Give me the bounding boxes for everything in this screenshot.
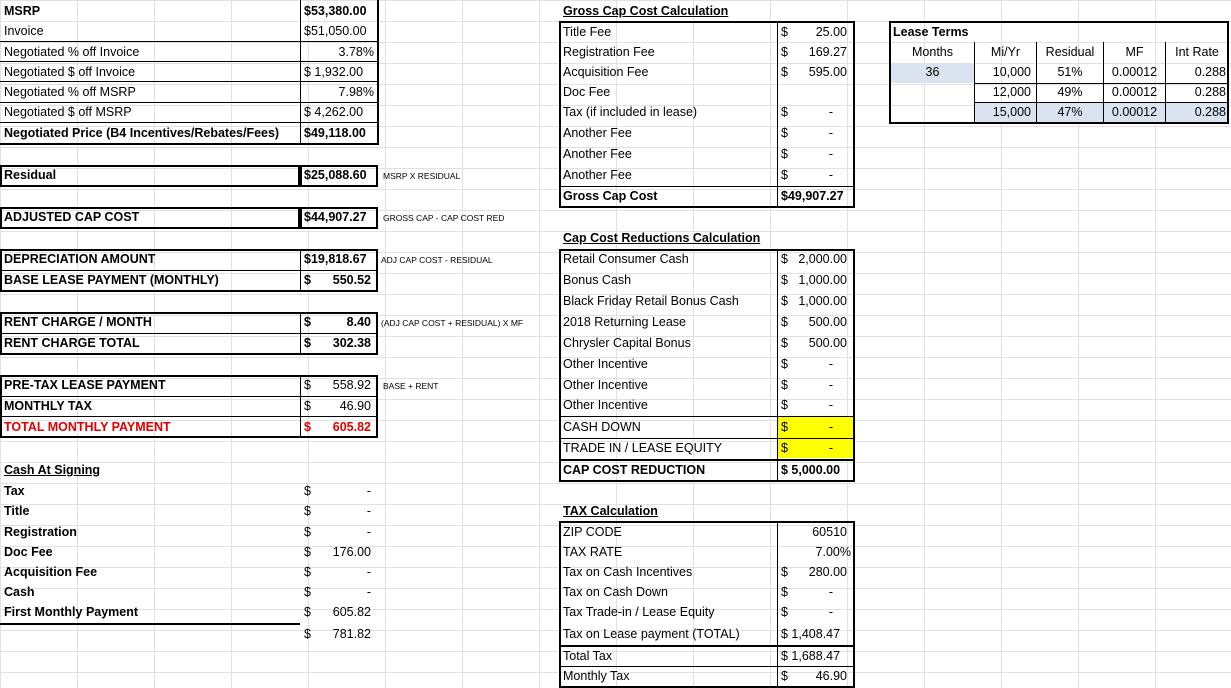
term-mf[interactable]: 0.00012 (1111, 105, 1158, 119)
cash-signing-row-value[interactable]: 605.82 (332, 605, 371, 619)
tax-rate-value[interactable]: 7.00% (815, 545, 851, 559)
gross-cap-row-label: Title Fee (563, 25, 612, 39)
pretax-dollar: $ (304, 378, 311, 392)
tax-row-label: Tax on Cash Down (563, 585, 668, 599)
monthly-tax-label: MONTHLY TAX (4, 399, 92, 413)
cap-red-row-value[interactable]: - (828, 398, 833, 412)
gross-cap-row-value[interactable]: 25.00 (815, 25, 847, 39)
tax-row-dollar: $ (781, 585, 788, 599)
neg-amt-msrp-value[interactable]: $ 4,262.00 (304, 105, 364, 119)
total-tax-value[interactable]: $ 1,688.47 (781, 649, 841, 663)
cap-red-row-value[interactable]: 500.00 (808, 315, 847, 329)
total-tax-label: Total Tax (563, 649, 613, 663)
cap-red-row-value[interactable]: 1,000.00 (798, 294, 847, 308)
header-residual: Residual (1045, 45, 1095, 59)
lease-terms-title: Lease Terms (893, 25, 969, 39)
term-miles[interactable]: 12,000 (992, 85, 1031, 99)
header-months: Months (912, 45, 953, 59)
cash-signing-row-value[interactable]: - (366, 525, 371, 539)
adj-cap-note: GROSS CAP - CAP COST RED (383, 213, 505, 223)
cap-red-row-dollar: $ (781, 315, 788, 329)
msrp-label: MSRP (4, 4, 41, 18)
gross-cap-total-label: Gross Cap Cost (563, 189, 658, 203)
neg-pct-invoice-value[interactable]: 3.78% (338, 45, 374, 59)
cap-red-total-label: CAP COST REDUCTION (563, 463, 706, 477)
cash-signing-total-value[interactable]: 781.82 (332, 627, 371, 641)
term-rate[interactable]: 0.288 (1194, 65, 1226, 79)
cap-red-row-label: Black Friday Retail Bonus Cash (563, 294, 739, 308)
pretax-value[interactable]: 558.92 (332, 378, 371, 392)
rent-month-label: RENT CHARGE / MONTH (4, 315, 152, 329)
gross-cap-row-value[interactable]: 169.27 (808, 45, 847, 59)
cash-signing-row-dollar: $ (304, 605, 311, 619)
gross-cap-row-dollar: $ (781, 168, 788, 182)
base-lease-dollar: $ (304, 273, 311, 287)
cap-red-row-dollar: $ (781, 273, 788, 287)
zip-value[interactable]: 60510 (812, 525, 847, 539)
tax-calc-title: TAX Calculation (563, 504, 658, 518)
invoice-value[interactable]: $51,050.00 (304, 24, 367, 38)
gross-cap-row-label: Another Fee (563, 168, 632, 182)
monthly-tax-calc-value[interactable]: 46.90 (815, 669, 847, 683)
total-monthly-label: TOTAL MONTHLY PAYMENT (4, 420, 171, 434)
rent-total-label: RENT CHARGE TOTAL (4, 336, 140, 350)
trade-in-value[interactable]: - (828, 441, 833, 455)
gross-cap-row-dollar: $ (781, 126, 788, 140)
total-monthly-dollar: $ (304, 420, 311, 434)
residual-note: MSRP X RESIDUAL (383, 171, 461, 181)
cash-signing-row-value[interactable]: 176.00 (332, 545, 371, 559)
rent-month-value[interactable]: 8.40 (346, 315, 371, 329)
cash-signing-row-dollar: $ (304, 545, 311, 559)
gross-cap-row-value[interactable]: - (828, 147, 833, 161)
cap-red-row-dollar: $ (781, 398, 788, 412)
cap-red-row-value[interactable]: - (828, 357, 833, 371)
term-miles[interactable]: 10,000 (992, 65, 1031, 79)
neg-amt-invoice-value[interactable]: $ 1,932.00 (304, 65, 364, 79)
gross-cap-row-dollar: $ (781, 105, 788, 119)
depreciation-label: DEPRECIATION AMOUNT (4, 252, 156, 266)
neg-pct-msrp-value[interactable]: 7.98% (338, 85, 374, 99)
adj-cap-label: ADJUSTED CAP COST (4, 210, 140, 224)
zip-label: ZIP CODE (563, 525, 622, 539)
gross-cap-row-dollar: $ (781, 147, 788, 161)
invoice-label: Invoice (4, 24, 44, 38)
msrp-value[interactable]: $53,380.00 (304, 4, 367, 18)
cap-red-row-label: Bonus Cash (563, 273, 632, 287)
cap-red-row-dollar: $ (781, 357, 788, 371)
gross-cap-row-value[interactable]: - (828, 105, 833, 119)
term-rate[interactable]: 0.288 (1194, 105, 1226, 119)
cash-signing-row-dollar: $ (304, 504, 311, 518)
months-value[interactable]: 36 (925, 65, 940, 79)
pretax-label: PRE-TAX LEASE PAYMENT (4, 378, 166, 392)
term-residual[interactable]: 49% (1057, 85, 1083, 99)
tax-row-dollar: $ (781, 605, 788, 619)
gross-cap-row-label: Another Fee (563, 147, 632, 161)
cap-red-row-label: Chrysler Capital Bonus (563, 336, 691, 350)
lease-tax-value[interactable]: $ 1,408.47 (781, 627, 841, 641)
cash-signing-row-dollar: $ (304, 565, 311, 579)
tax-row-value[interactable]: - (828, 585, 833, 599)
tax-row-label: Tax Trade-in / Lease Equity (563, 605, 715, 619)
gross-cap-row-value[interactable]: - (828, 126, 833, 140)
gross-cap-row-label: Another Fee (563, 126, 632, 140)
cap-red-row-dollar: $ (781, 378, 788, 392)
pretax-note: BASE + RENT (383, 381, 439, 391)
neg-amt-msrp-label: Negotiated $ off MSRP (4, 105, 132, 119)
term-mf[interactable]: 0.00012 (1111, 85, 1158, 99)
depreciation-note: ADJ CAP COST - RESIDUAL (381, 255, 493, 265)
cash-signing-row-dollar: $ (304, 484, 311, 498)
neg-pct-invoice-label: Negotiated % off Invoice (4, 45, 140, 59)
total-monthly-value[interactable]: 605.82 (332, 420, 371, 434)
cap-red-row-label: 2018 Returning Lease (563, 315, 687, 329)
cash-signing-row-dollar: $ (304, 585, 311, 599)
cash-signing-row-dollar: $ (304, 525, 311, 539)
cap-red-row-label: Other Incentive (563, 357, 648, 371)
residual-value[interactable]: $25,088.60 (304, 168, 367, 182)
cap-red-row-value[interactable]: 1,000.00 (798, 273, 847, 287)
cash-signing-row-value[interactable]: - (366, 565, 371, 579)
cap-red-row-dollar: $ (781, 252, 788, 266)
neg-price-value[interactable]: $49,118.00 (304, 126, 366, 140)
rent-total-value[interactable]: 302.38 (332, 336, 371, 350)
cash-signing-row-value[interactable]: - (366, 504, 371, 518)
depreciation-value[interactable]: $19,818.67 (304, 252, 367, 266)
monthly-tax-dollar: $ (304, 399, 311, 413)
residual-label: Residual (4, 168, 57, 182)
gross-cap-row-label: Registration Fee (563, 45, 655, 59)
adj-cap-value[interactable]: $44,907.27 (304, 210, 367, 224)
cap-red-row-value[interactable]: - (828, 378, 833, 392)
cap-red-row-value[interactable]: 2,000.00 (798, 252, 847, 266)
rent-month-dollar: $ (304, 315, 311, 329)
cash-down-value[interactable]: - (828, 420, 833, 434)
cash-signing-row-label: Doc Fee (4, 545, 53, 559)
gross-cap-row-value[interactable]: 595.00 (808, 65, 847, 79)
term-mf[interactable]: 0.00012 (1111, 65, 1158, 79)
header-int-rate: Int Rate (1175, 45, 1219, 59)
cap-red-title: Cap Cost Reductions Calculation (563, 231, 761, 245)
monthly-tax-value[interactable]: 46.90 (339, 399, 371, 413)
neg-pct-msrp-label: Negotiated % off MSRP (4, 85, 136, 99)
cash-signing-row-label: Title (4, 504, 30, 518)
gross-cap-title: Gross Cap Cost Calculation (563, 4, 729, 18)
term-residual[interactable]: 51% (1057, 65, 1083, 79)
cash-down-dollar: $ (781, 420, 788, 434)
cap-red-total-value[interactable]: $ 5,000.00 (781, 463, 841, 477)
gross-cap-row-dollar: $ (781, 25, 788, 39)
tax-row-value[interactable]: 280.00 (808, 565, 847, 579)
gross-cap-total-value[interactable]: $49,907.27 (781, 189, 844, 203)
monthly-tax-calc-dollar: $ (781, 669, 788, 683)
tax-rate-label: TAX RATE (563, 545, 623, 559)
lease-tax-label: Tax on Lease payment (TOTAL) (563, 627, 740, 641)
cash-signing-row-value[interactable]: - (366, 484, 371, 498)
neg-price-label: Negotiated Price (B4 Incentives/Rebates/Fees) (4, 126, 280, 140)
gross-cap-row-label: Doc Fee (563, 85, 611, 99)
rent-total-dollar: $ (304, 336, 311, 350)
cash-signing-row-label: First Monthly Payment (4, 605, 139, 619)
cash-down-label: CASH DOWN (563, 420, 641, 434)
tax-row-label: Tax on Cash Incentives (563, 565, 693, 579)
base-lease-value[interactable]: 550.52 (332, 273, 371, 287)
gross-cap-row-dollar: $ (781, 45, 788, 59)
cap-red-row-label: Other Incentive (563, 398, 648, 412)
base-lease-label: BASE LEASE PAYMENT (MONTHLY) (4, 273, 219, 287)
cash-signing-row-label: Cash (4, 585, 35, 599)
cash-signing-total-dollar: $ (304, 627, 311, 641)
term-miles[interactable]: 15,000 (992, 105, 1031, 119)
rent-month-note: (ADJ CAP COST + RESIDUAL) X MF (381, 318, 524, 328)
tax-row-dollar: $ (781, 565, 788, 579)
cap-red-row-value[interactable]: 500.00 (808, 336, 847, 350)
gross-cap-row-dollar: $ (781, 65, 788, 79)
gross-cap-row-label: Tax (if included in lease) (563, 105, 698, 119)
cash-signing-row-label: Tax (4, 484, 25, 498)
trade-in-dollar: $ (781, 441, 788, 455)
cap-red-row-label: Other Incentive (563, 378, 648, 392)
gross-cap-row-value[interactable]: - (828, 168, 833, 182)
cash-signing-row-label: Registration (4, 525, 77, 539)
cap-red-row-dollar: $ (781, 294, 788, 308)
header-mf: MF (1125, 45, 1144, 59)
monthly-tax-calc-label: Monthly Tax (563, 669, 630, 683)
cap-red-row-dollar: $ (781, 336, 788, 350)
term-residual[interactable]: 47% (1057, 105, 1083, 119)
cash-signing-row-label: Acquisition Fee (4, 565, 98, 579)
trade-in-label: TRADE IN / LEASE EQUITY (563, 441, 723, 455)
tax-row-value[interactable]: - (828, 605, 833, 619)
cap-red-row-label: Retail Consumer Cash (563, 252, 689, 266)
cash-signing-title: Cash At Signing (4, 463, 101, 477)
gross-cap-row-label: Acquisition Fee (563, 65, 649, 79)
neg-amt-invoice-label: Negotiated $ off Invoice (4, 65, 136, 79)
term-rate[interactable]: 0.288 (1194, 85, 1226, 99)
header-miles: Mi/Yr (990, 45, 1021, 59)
cash-signing-row-value[interactable]: - (366, 585, 371, 599)
